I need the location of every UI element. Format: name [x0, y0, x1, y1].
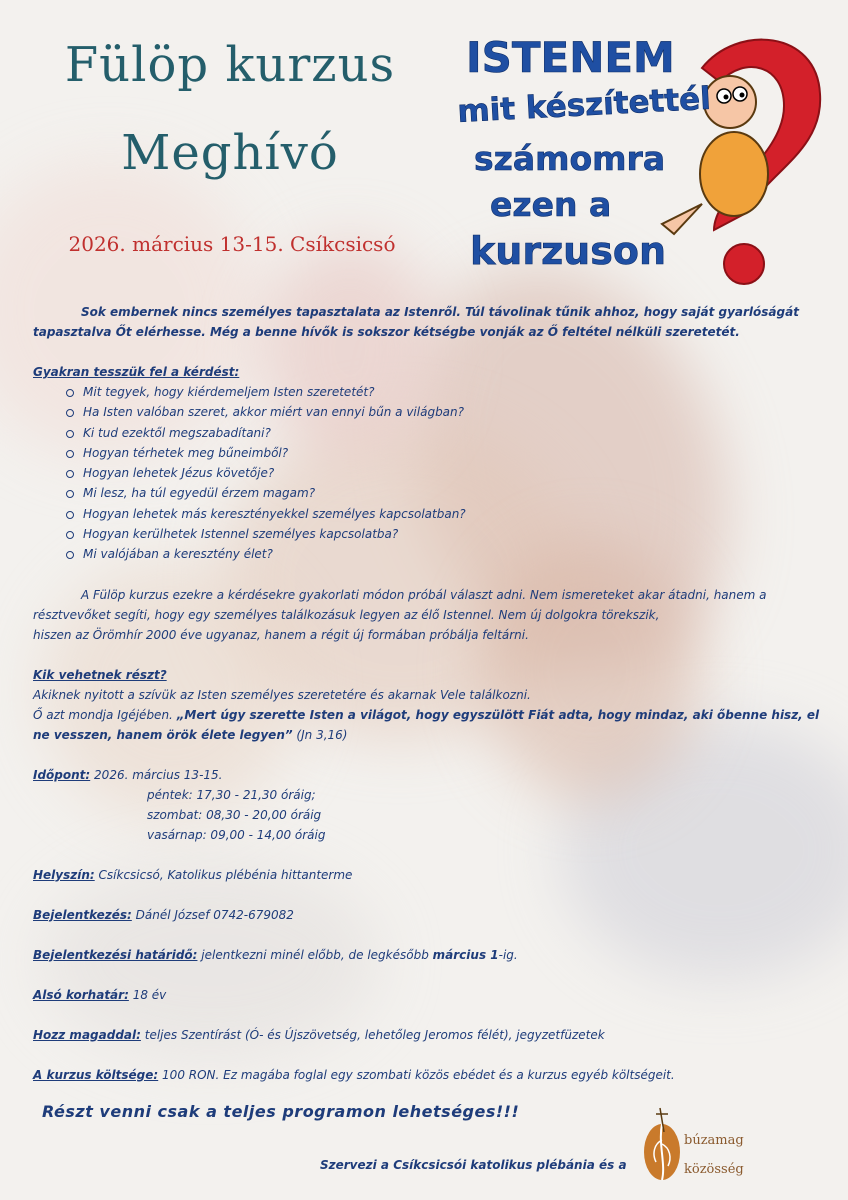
list-item: Mi valójában a keresztény élet?: [63, 544, 823, 564]
bring-label: Hozz magaddal:: [33, 1027, 141, 1042]
org-logo-text-2: közösség: [684, 1162, 744, 1177]
schedule-value: 2026. március 13-15.: [94, 767, 223, 782]
title-line-2: Meghívó: [121, 125, 339, 181]
list-item: Ha Isten valóban szeret, akkor miért van ennyi bűn a világban?: [63, 402, 823, 422]
bring-row: [33, 1025, 823, 1045]
who-line-1: Akiknek nyitott a szívük az Isten személyes szeretetére és akarnak Vele találkozni.: [33, 687, 531, 702]
questions-heading: Gyakran tesszük fel a kérdést:: [33, 365, 240, 379]
invitation-body: [33, 302, 823, 1085]
schedule-day-sunday: vasárnap: 09,00 - 14,00 óráig: [147, 827, 326, 842]
registration-row: [33, 905, 823, 925]
age-label: Alsó korhatár:: [33, 987, 129, 1002]
list-item: Hogyan térhetek meg bűneimből?: [63, 443, 823, 463]
deadline-row: [33, 945, 823, 965]
location-row: [33, 865, 823, 885]
questions-list: [33, 382, 823, 565]
about-line-1: A Fülöp kurzus ezekre a kérdésekre gyakorlati módon próbál választ adni. Nem ismereteket akar átadni, hanem a: [81, 587, 767, 602]
cost-row: [33, 1065, 823, 1085]
schedule-row: [33, 765, 823, 785]
location-label: Helyszín:: [33, 867, 95, 882]
who-line-2-prefix: Ő azt mondja Igéjében.: [33, 707, 173, 722]
deadline-suffix: -ig.: [498, 947, 518, 962]
organizer-text: Szervezi a Csíkcsicsói katolikus plébánia és a: [320, 1158, 627, 1172]
who-line-2: [33, 705, 823, 745]
intro-paragraph: Sok embernek nincs személyes tapasztalata az Istenről. Túl távolinak tűnik ahhoz, hogy saját gyarlóságát tapasztalva Őt elérhesse. Még a benne hívők is sokszor kétségbe vonják az Ő feltétel nélküli szeretetét.: [33, 305, 799, 339]
schedule-label: Időpont:: [33, 767, 91, 782]
list-item: Ki tud ezektől megszabadítani?: [63, 423, 823, 443]
course-logo: [452, 24, 832, 286]
location-value: Csíkcsicsó, Katolikus plébénia hittanterme: [98, 867, 353, 882]
deadline-value: jelentkezni minél előbb, de legkésőbb: [201, 947, 429, 962]
about-line-2: résztvevőket segíti, hogy egy személyes találkozásuk legyen az élő Istennel. Nem új dolgokra törekszik,: [33, 607, 660, 622]
title-line-1: Fülöp kurzus: [64, 37, 396, 93]
org-logo-text-1: búzamag: [684, 1133, 744, 1148]
schedule-day-friday: péntek: 17,30 - 21,30 óráig;: [147, 787, 316, 802]
who-heading: Kik vehetnek részt?: [33, 667, 167, 682]
logo-word-1: ISTENEM: [466, 33, 675, 82]
list-item: Hogyan kerülhetek Istennel személyes kapcsolatba?: [63, 524, 823, 544]
cost-label: A kurzus költsége:: [33, 1067, 159, 1082]
list-item: Hogyan lehetek más keresztényekkel személyes kapcsolatban?: [63, 504, 823, 524]
registration-label: Bejelentkezés:: [33, 907, 132, 922]
registration-value: Dánél József 0742-679082: [135, 907, 294, 922]
bible-quote: „Mert úgy szerette Isten a világot, hogy egyszülött Fiát adta, hogy mindaz, aki őbenne hisz, el ne vesszen, hanem örök élete legyen”: [33, 707, 820, 742]
list-item: Mit tegyek, hogy kiérdemeljem Isten szeretetét?: [63, 382, 823, 402]
logo-word-3: számomra: [474, 139, 666, 178]
event-date: 2026. március 13-15. Csíkcsicsó: [68, 232, 396, 256]
bring-value: teljes Szentírást (Ó- és Újszövetség, lehetőleg Jeromos félét), jegyzetfüzetek: [144, 1027, 605, 1042]
participation-notice: Részt venni csak a teljes programon lehetséges!!!: [42, 1102, 520, 1121]
age-row: [33, 985, 823, 1005]
age-value: 18 év: [132, 987, 167, 1002]
list-item: Mi lesz, ha túl egyedül érzem magam?: [63, 483, 823, 503]
deadline-label: Bejelentkezési határidő:: [33, 947, 198, 962]
schedule-day-saturday: szombat: 08,30 - 20,00 óráig: [147, 807, 322, 822]
cost-value: 100 RON. Ez magába foglal egy szombati közös ebédet és a kurzus egyéb költségeit.: [162, 1067, 675, 1082]
bible-reference: (Jn 3,16): [296, 727, 348, 742]
deadline-date: március 1: [432, 947, 499, 962]
logo-word-4: ezen a: [490, 185, 612, 224]
about-line-3: hiszen az Örömhír 2000 éve ugyanaz, hanem a régit új formában próbálja feltárni.: [33, 627, 529, 642]
logo-word-5: kurzuson: [470, 229, 667, 273]
list-item: Hogyan lehetek Jézus követője?: [63, 463, 823, 483]
logo-word-2: mit készítettél: [456, 80, 712, 130]
